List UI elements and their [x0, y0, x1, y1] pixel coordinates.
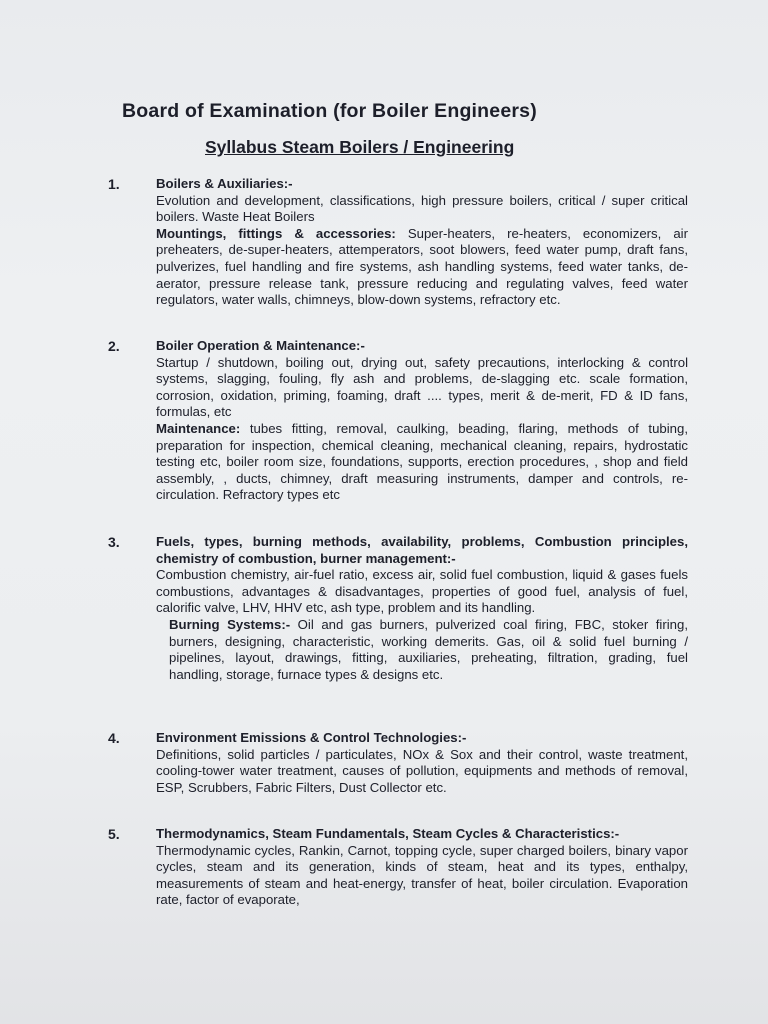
page-title: Board of Examination (for Boiler Engineers) [122, 100, 537, 122]
page-subtitle: Syllabus Steam Boilers / Engineering [205, 137, 515, 157]
section-heading: Fuels, types, burning methods, availability, problems, Combustion principles, chemistry of combustion, burner management:- [156, 534, 688, 566]
section-body [156, 826, 688, 909]
section-body [156, 338, 688, 504]
section-number: 4. [108, 730, 120, 746]
section-text: Thermodynamic cycles, Rankin, Carnot, topping cycle, super charged boilers, binary vapor cycles, steam and its generation, kinds of steam, heat and its types, enthalpy, measurements of steam and heat-energy, transfer of heat, boiler circulation. Evaporation rate, factor of evaporate, [156, 842, 688, 908]
section-heading: Environment Emissions & Control Technologies:- [156, 730, 467, 745]
subsection-text: Super-heaters, re-heaters, economizers, air preheaters, de-super-heaters, attemperators, soot blowers, feed water pump, draft fans, pulverizes, fuel handling and fire systems, ash handling systems, feed water tanks, de-aerator, pressure release tank, pressure reducing and regulating valves, feed water regulators, water walls, chimneys, blow-down systems, refractory etc. [156, 225, 688, 308]
subsection-text: Oil and gas burners, pulverized coal firing, FBC, stoker firing, burners, designing, characteristic, working demerits. Gas, oil & solid fuel burning / pipelines, layout, drawings, fitting, auxiliaries, preheating, filtration, grading, fuel handling, storage, furnace types & designs etc. [169, 616, 688, 682]
section-text: Combustion chemistry, air-fuel ratio, excess air, solid fuel combustion, liquid & gases fuels combustions, advantages & disadvantages, properties of good fuel, analysis of fuel, calorific valve, LHV, HHV etc, ash type, problem and its handling. [156, 567, 688, 616]
section-text: Startup / shutdown, boiling out, drying out, safety precautions, interlocking & control systems, slagging, fouling, fly ash and problems, de-slagging etc. scale formation, corrosion, oxidation, priming, foaming, draft .... types, merit & de-merit, FD & ID fans, formulas, etc [156, 354, 688, 420]
section-text: Definitions, solid particles / particulates, NOx & Sox and their control, waste treatment, cooling-tower water treatment, causes of pollution, equipments and methods of removal, ESP, Scrubbers, Fabric Filters, Dust Collector etc. [156, 746, 688, 795]
section-number: 5. [108, 826, 120, 842]
section-heading: Boilers & Auxiliaries:- [156, 176, 293, 191]
section-subsection [156, 617, 688, 683]
section-body [156, 534, 688, 683]
subsection-heading: Maintenance: [156, 420, 241, 436]
section-number: 1. [108, 176, 120, 192]
section-number: 2. [108, 338, 120, 354]
section-subsection [156, 226, 688, 309]
section-subsection [156, 421, 688, 504]
section-text: Evolution and development, classifications, high pressure boilers, critical / super critical boilers. Waste Heat Boilers [156, 192, 688, 225]
subsection-text: tubes fitting, removal, caulking, beading, flaring, methods of tubing, preparation for inspection, chemical cleaning, mechanical cleaning, repairs, hydrostatic testing etc, boiler room size, foundations, supports, erection procedures, , shop and field assembly, , ducts, chimney, draft measuring instruments, damper and controls, re-circulation. Refractory types etc [156, 420, 688, 503]
section-number: 3. [108, 534, 120, 550]
subsection-heading: Burning Systems:- [169, 616, 291, 632]
section-body [156, 730, 688, 796]
section-body [156, 176, 688, 309]
section-heading: Boiler Operation & Maintenance:- [156, 338, 365, 353]
section-heading: Thermodynamics, Steam Fundamentals, Steam Cycles & Characteristics:- [156, 826, 620, 841]
subsection-heading: Mountings, fittings & accessories: [156, 225, 396, 241]
